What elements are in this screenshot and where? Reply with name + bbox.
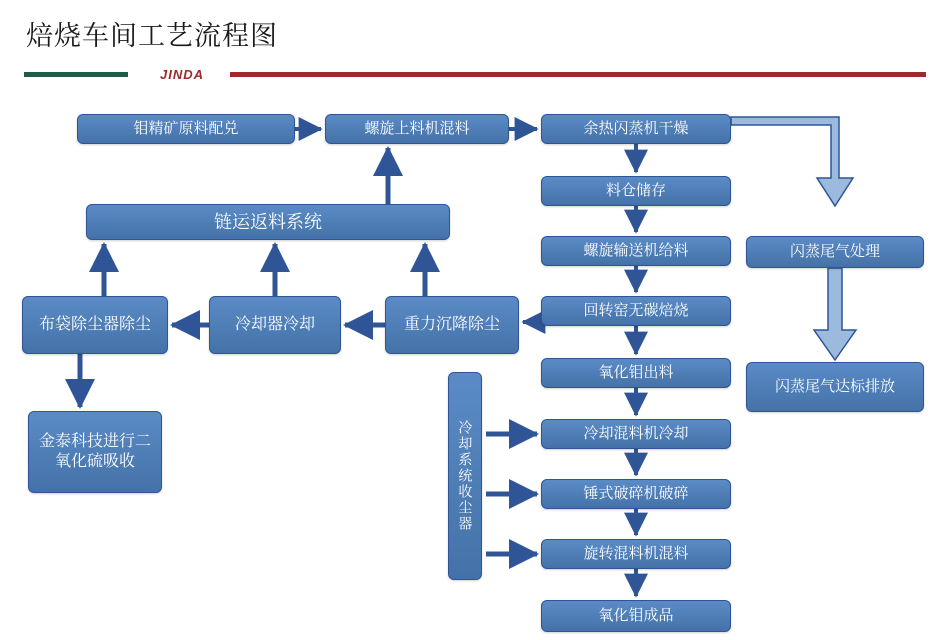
node-jintai-so2-absorption[interactable]: 金泰科技进行二氧化硫吸收 — [28, 411, 162, 493]
node-silo-storage[interactable]: 料仓储存 — [541, 176, 731, 206]
node-cooling-mixer[interactable]: 冷却混料机冷却 — [541, 419, 731, 449]
node-hammer-crusher[interactable]: 锤式破碎机破碎 — [541, 479, 731, 509]
page-title: 焙烧车间工艺流程图 — [26, 21, 278, 51]
header-divider — [24, 66, 926, 84]
node-molybdenum-oxide-discharge[interactable]: 氧化钼出料 — [541, 358, 731, 388]
node-molybdenum-raw-material[interactable]: 钼精矿原料配兑 — [77, 114, 295, 144]
node-flash-tailgas-compliant-discharge[interactable]: 闪蒸尾气达标排放 — [746, 362, 924, 412]
logo-text: JINDA — [159, 67, 204, 82]
node-molybdenum-oxide-product[interactable]: 氧化钼成品 — [541, 600, 731, 632]
node-spiral-feeder-mixing[interactable]: 螺旋上料机混料 — [325, 114, 509, 144]
node-rotary-mixer[interactable]: 旋转混料机混料 — [541, 539, 731, 569]
node-cooling-system-dust-collector[interactable]: 冷却系统收尘器 — [448, 372, 482, 580]
node-screw-conveyor-feeding[interactable]: 螺旋输送机给料 — [541, 236, 731, 266]
node-chain-return-system[interactable]: 链运返料系统 — [86, 204, 450, 240]
node-flash-tailgas-treatment[interactable]: 闪蒸尾气处理 — [746, 236, 924, 268]
node-gravity-settling-dust-removal[interactable]: 重力沉降除尘 — [385, 296, 519, 354]
node-rotary-kiln-roasting[interactable]: 回转窑无碳焙烧 — [541, 296, 731, 326]
node-waste-heat-flash-drying[interactable]: 余热闪蒸机干燥 — [541, 114, 731, 144]
node-baghouse-dust-removal[interactable]: 布袋除尘器除尘 — [22, 296, 168, 354]
divider-green-segment — [24, 72, 128, 77]
node-cooler-cooling[interactable]: 冷却器冷却 — [209, 296, 341, 354]
divider-red-segment — [230, 72, 926, 77]
company-logo — [136, 66, 228, 84]
